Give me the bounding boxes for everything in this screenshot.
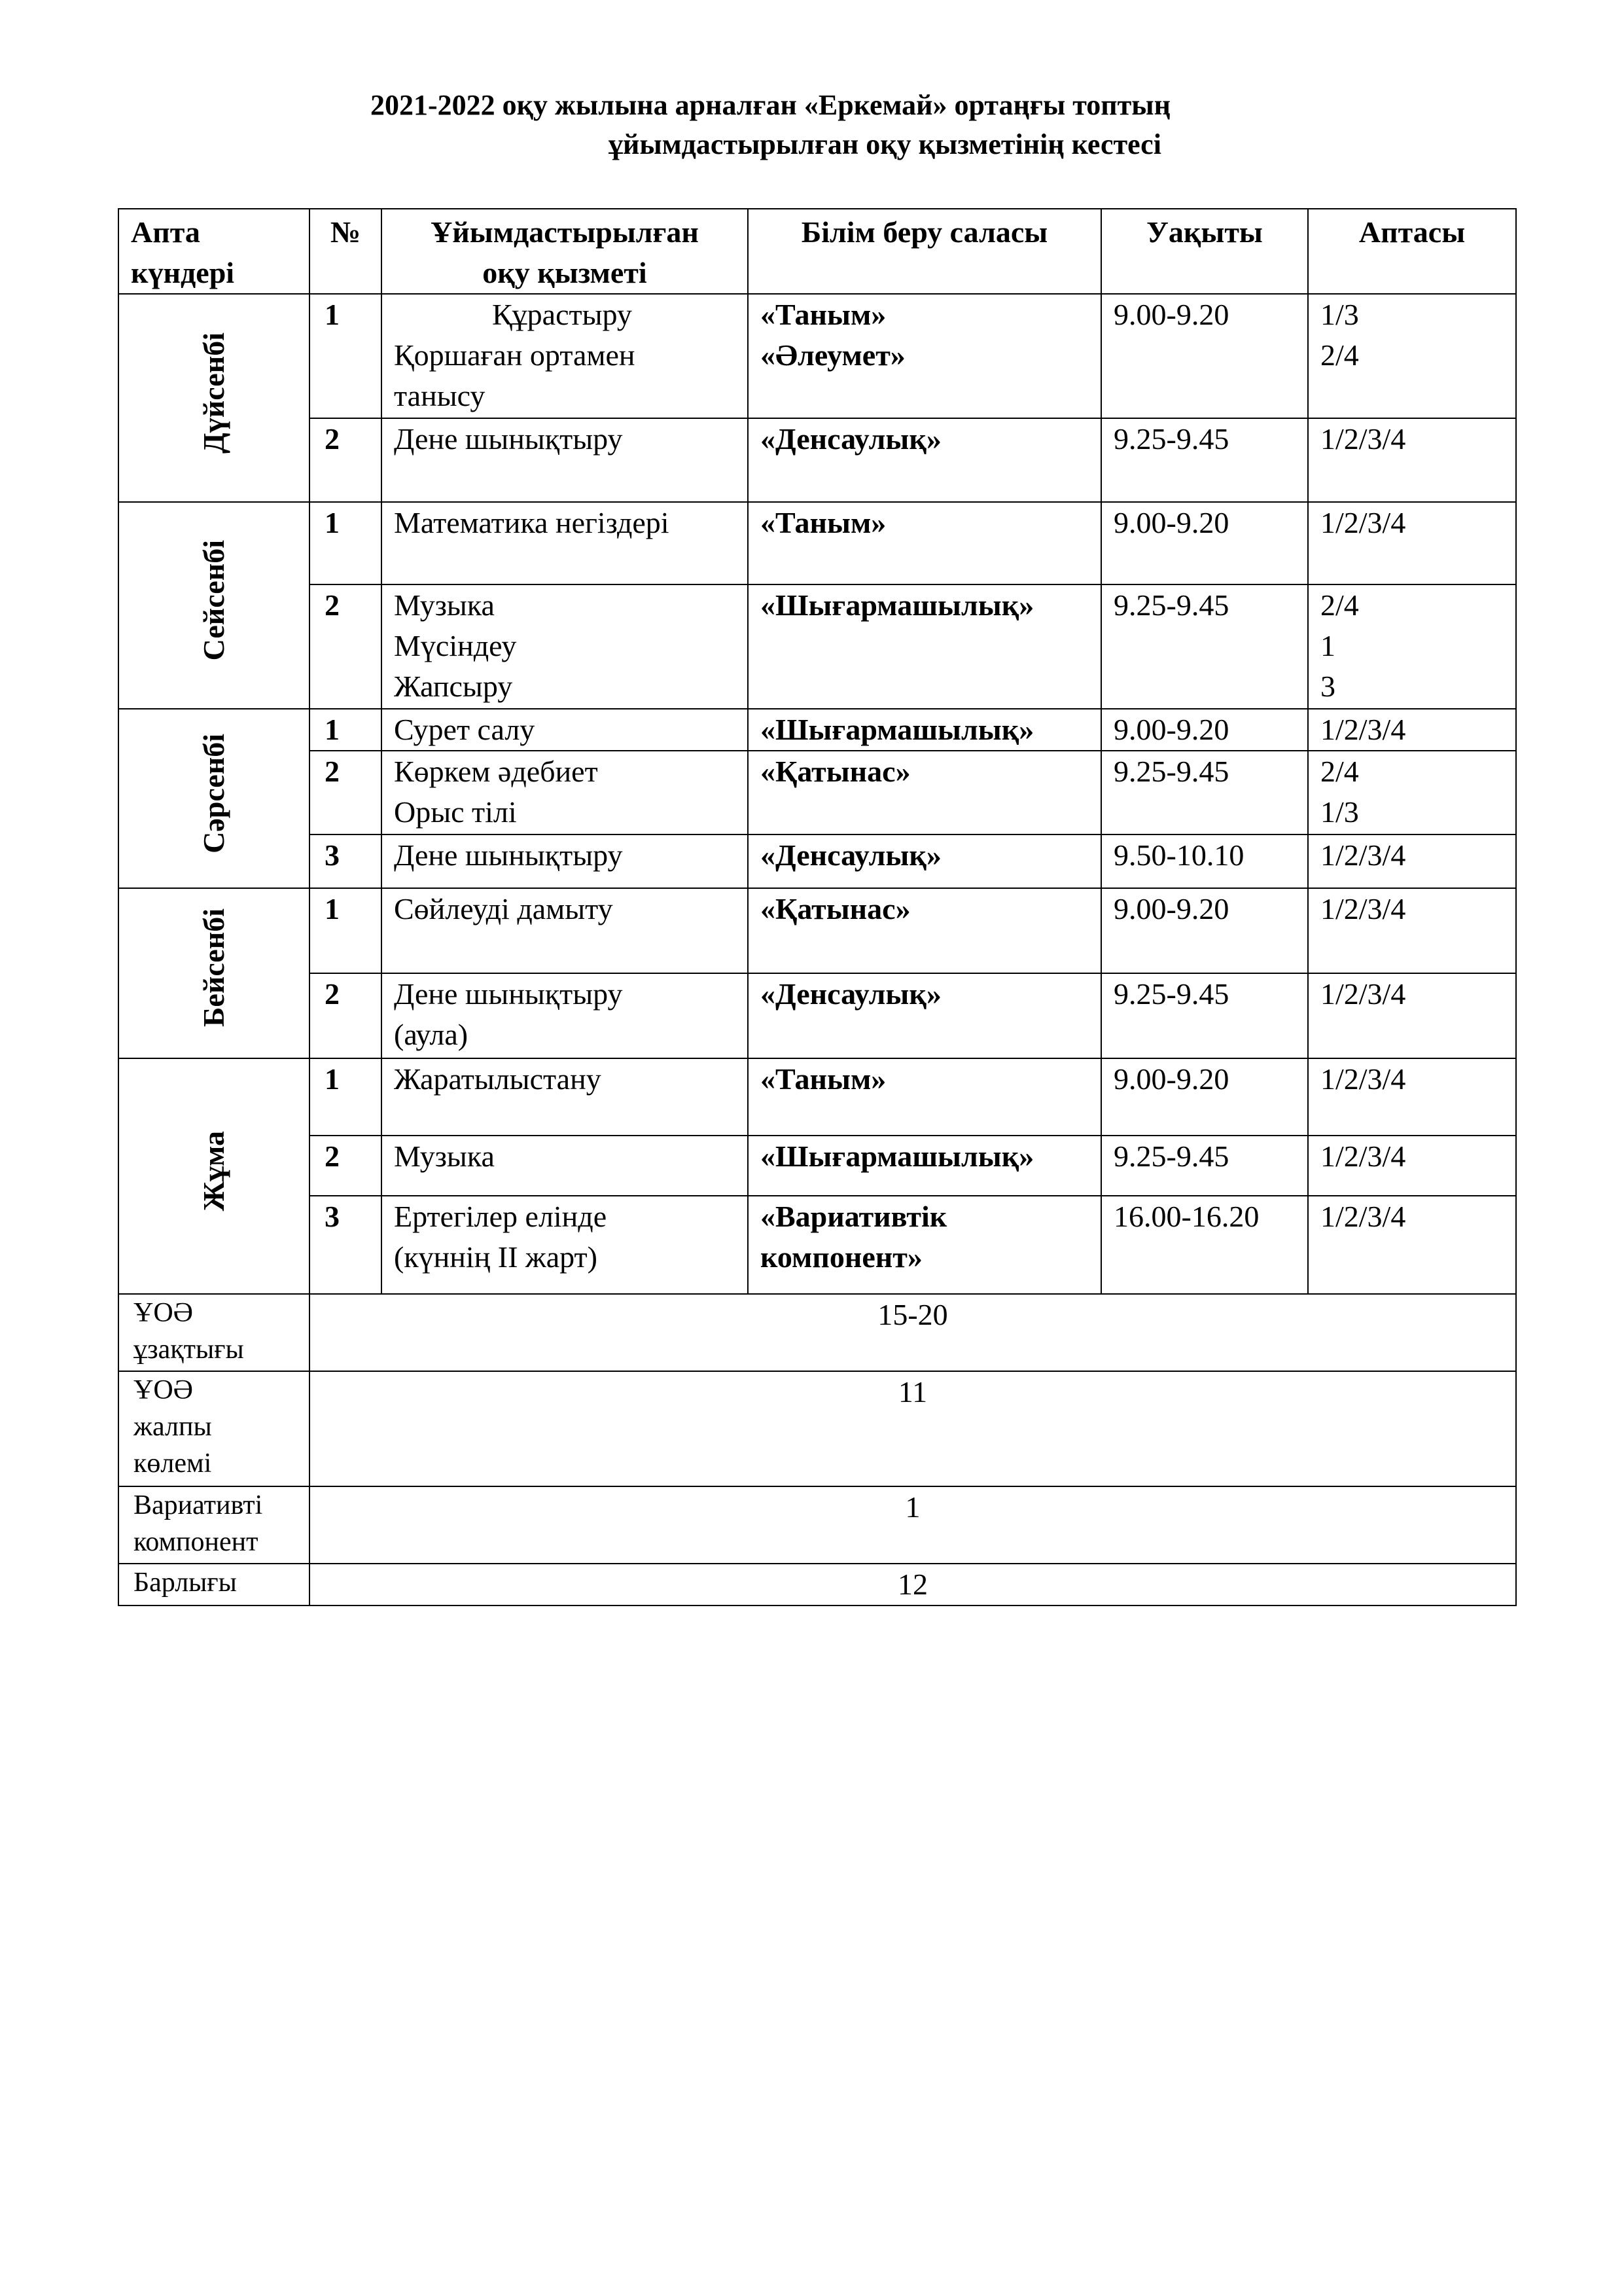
activity-cell: Ертегілер елінде (күннің ІІ жарт): [381, 1196, 748, 1294]
row-number: 3: [309, 834, 381, 888]
activity-cell: Сөйлеуді дамыту: [381, 888, 748, 973]
day-cell: [118, 709, 309, 888]
summary-label: ҰОӘ ұзақтығы: [118, 1294, 309, 1371]
table-row: [118, 418, 1516, 502]
week-cell: 1/2/3/4: [1308, 1136, 1516, 1196]
area-cell: «Қатынас»: [748, 888, 1101, 973]
area-cell: «Қатынас»: [748, 751, 1101, 834]
activity-cell: Дене шынықтыру (аула): [381, 973, 748, 1058]
table-row: [118, 709, 1516, 751]
table-row: [118, 502, 1516, 584]
title-line-2: ұйымдастырылған оқу қызметінің кестесі: [609, 128, 1161, 160]
time-cell: 9.00-9.20: [1101, 1058, 1308, 1136]
day-label: Бейсенбі: [197, 908, 230, 1028]
day-label: Сейсенбі: [197, 539, 230, 661]
table-row: [118, 888, 1516, 973]
area-cell: «Таным»: [748, 502, 1101, 584]
title-line-1: 2021-2022 оқу жылына арналған «Еркемай» ортаңғы топтың: [370, 89, 1171, 121]
row-number: 3: [309, 1196, 381, 1294]
day-label: Жұма: [197, 1130, 230, 1211]
header-time: Уақыты: [1101, 209, 1308, 294]
week-cell: 1/2/3/4: [1308, 888, 1516, 973]
week-cell: 1/2/3/4: [1308, 709, 1516, 751]
header-num: №: [309, 209, 381, 294]
activity-cell: Музыка: [381, 1136, 748, 1196]
area-cell: «Шығармашылық»: [748, 1136, 1101, 1196]
week-cell: 1/2/3/4: [1308, 418, 1516, 502]
summary-row: [118, 1371, 1516, 1486]
week-cell: 1/3 2/4: [1308, 294, 1516, 418]
row-number: 1: [309, 294, 381, 418]
summary-label: Барлығы: [118, 1564, 309, 1605]
area-cell: «Таным»: [748, 1058, 1101, 1136]
summary-value: 12: [309, 1564, 1516, 1605]
time-cell: 9.00-9.20: [1101, 294, 1308, 418]
header-row: [118, 209, 1516, 294]
day-label: Сәрсенбі: [197, 733, 230, 853]
activity-cell: Дене шынықтыру: [381, 418, 748, 502]
activity-cell: Математика негіздері: [381, 502, 748, 584]
row-number: 1: [309, 502, 381, 584]
row-number: 1: [309, 888, 381, 973]
time-cell: 9.25-9.45: [1101, 751, 1308, 834]
row-number: 1: [309, 709, 381, 751]
week-cell: 2/4 1 3: [1308, 584, 1516, 709]
time-cell: 16.00-16.20: [1101, 1196, 1308, 1294]
footer-body: [118, 1294, 1516, 1605]
summary-value: 15-20: [309, 1294, 1516, 1371]
summary-value: 11: [309, 1371, 1516, 1486]
summary-row: [118, 1564, 1516, 1605]
day-cell: [118, 888, 309, 1058]
table-row: [118, 1058, 1516, 1136]
table-row: [118, 751, 1516, 834]
row-number: 2: [309, 584, 381, 709]
area-cell: «Шығармашылық»: [748, 709, 1101, 751]
area-cell: «Денсаулық»: [748, 418, 1101, 502]
summary-row: [118, 1294, 1516, 1371]
time-cell: 9.25-9.45: [1101, 418, 1308, 502]
table-row: [118, 294, 1516, 418]
time-cell: 9.25-9.45: [1101, 1136, 1308, 1196]
summary-value: 1: [309, 1486, 1516, 1564]
activity-cell: Музыка Мүсіндеу Жапсыру: [381, 584, 748, 709]
time-cell: 9.25-9.45: [1101, 584, 1308, 709]
table-row: [118, 1196, 1516, 1294]
day-cell: [118, 502, 309, 709]
summary-label: ҰОӘ жалпы көлемі: [118, 1371, 309, 1486]
week-cell: 1/2/3/4: [1308, 1058, 1516, 1136]
header-area: Білім беру саласы: [748, 209, 1101, 294]
area-cell: «Денсаулық»: [748, 973, 1101, 1058]
time-cell: 9.00-9.20: [1101, 502, 1308, 584]
table-row: [118, 973, 1516, 1058]
area-cell: «Вариативтік компонент»: [748, 1196, 1101, 1294]
table-row: [118, 584, 1516, 709]
day-cell: [118, 1058, 309, 1294]
row-number: 2: [309, 751, 381, 834]
summary-row: [118, 1486, 1516, 1564]
header-week: Аптасы: [1308, 209, 1516, 294]
row-number: 1: [309, 1058, 381, 1136]
day-cell: [118, 294, 309, 502]
week-cell: 1/2/3/4: [1308, 1196, 1516, 1294]
time-cell: 9.00-9.20: [1101, 709, 1308, 751]
area-cell: «Таным» «Әлеумет»: [748, 294, 1101, 418]
day-label: Дүйсенбі: [197, 332, 230, 454]
activity-cell: Дене шынықтыру: [381, 834, 748, 888]
week-cell: 1/2/3/4: [1308, 973, 1516, 1058]
header-days: Апта күндері: [118, 209, 309, 294]
activity-cell: Құрастыру Қоршаған ортамен танысу: [381, 294, 748, 418]
table-row: [118, 834, 1516, 888]
header-activity: Ұйымдастырылған оқу қызметі: [381, 209, 748, 294]
summary-label: Вариативті компонент: [118, 1486, 309, 1564]
week-cell: 1/2/3/4: [1308, 502, 1516, 584]
time-cell: 9.50-10.10: [1101, 834, 1308, 888]
time-cell: 9.25-9.45: [1101, 973, 1308, 1058]
activity-cell: Сурет салу: [381, 709, 748, 751]
schedule-table: [118, 208, 1517, 1606]
row-number: 2: [309, 418, 381, 502]
row-number: 2: [309, 973, 381, 1058]
area-cell: «Шығармашылық»: [748, 584, 1101, 709]
schedule-body: [118, 294, 1516, 1294]
time-cell: 9.00-9.20: [1101, 888, 1308, 973]
week-cell: 2/4 1/3: [1308, 751, 1516, 834]
activity-cell: Көркем әдебиет Орыс тілі: [381, 751, 748, 834]
week-cell: 1/2/3/4: [1308, 834, 1516, 888]
activity-cell: Жаратылыстану: [381, 1058, 748, 1136]
table-row: [118, 1136, 1516, 1196]
area-cell: «Денсаулық»: [748, 834, 1101, 888]
row-number: 2: [309, 1136, 381, 1196]
